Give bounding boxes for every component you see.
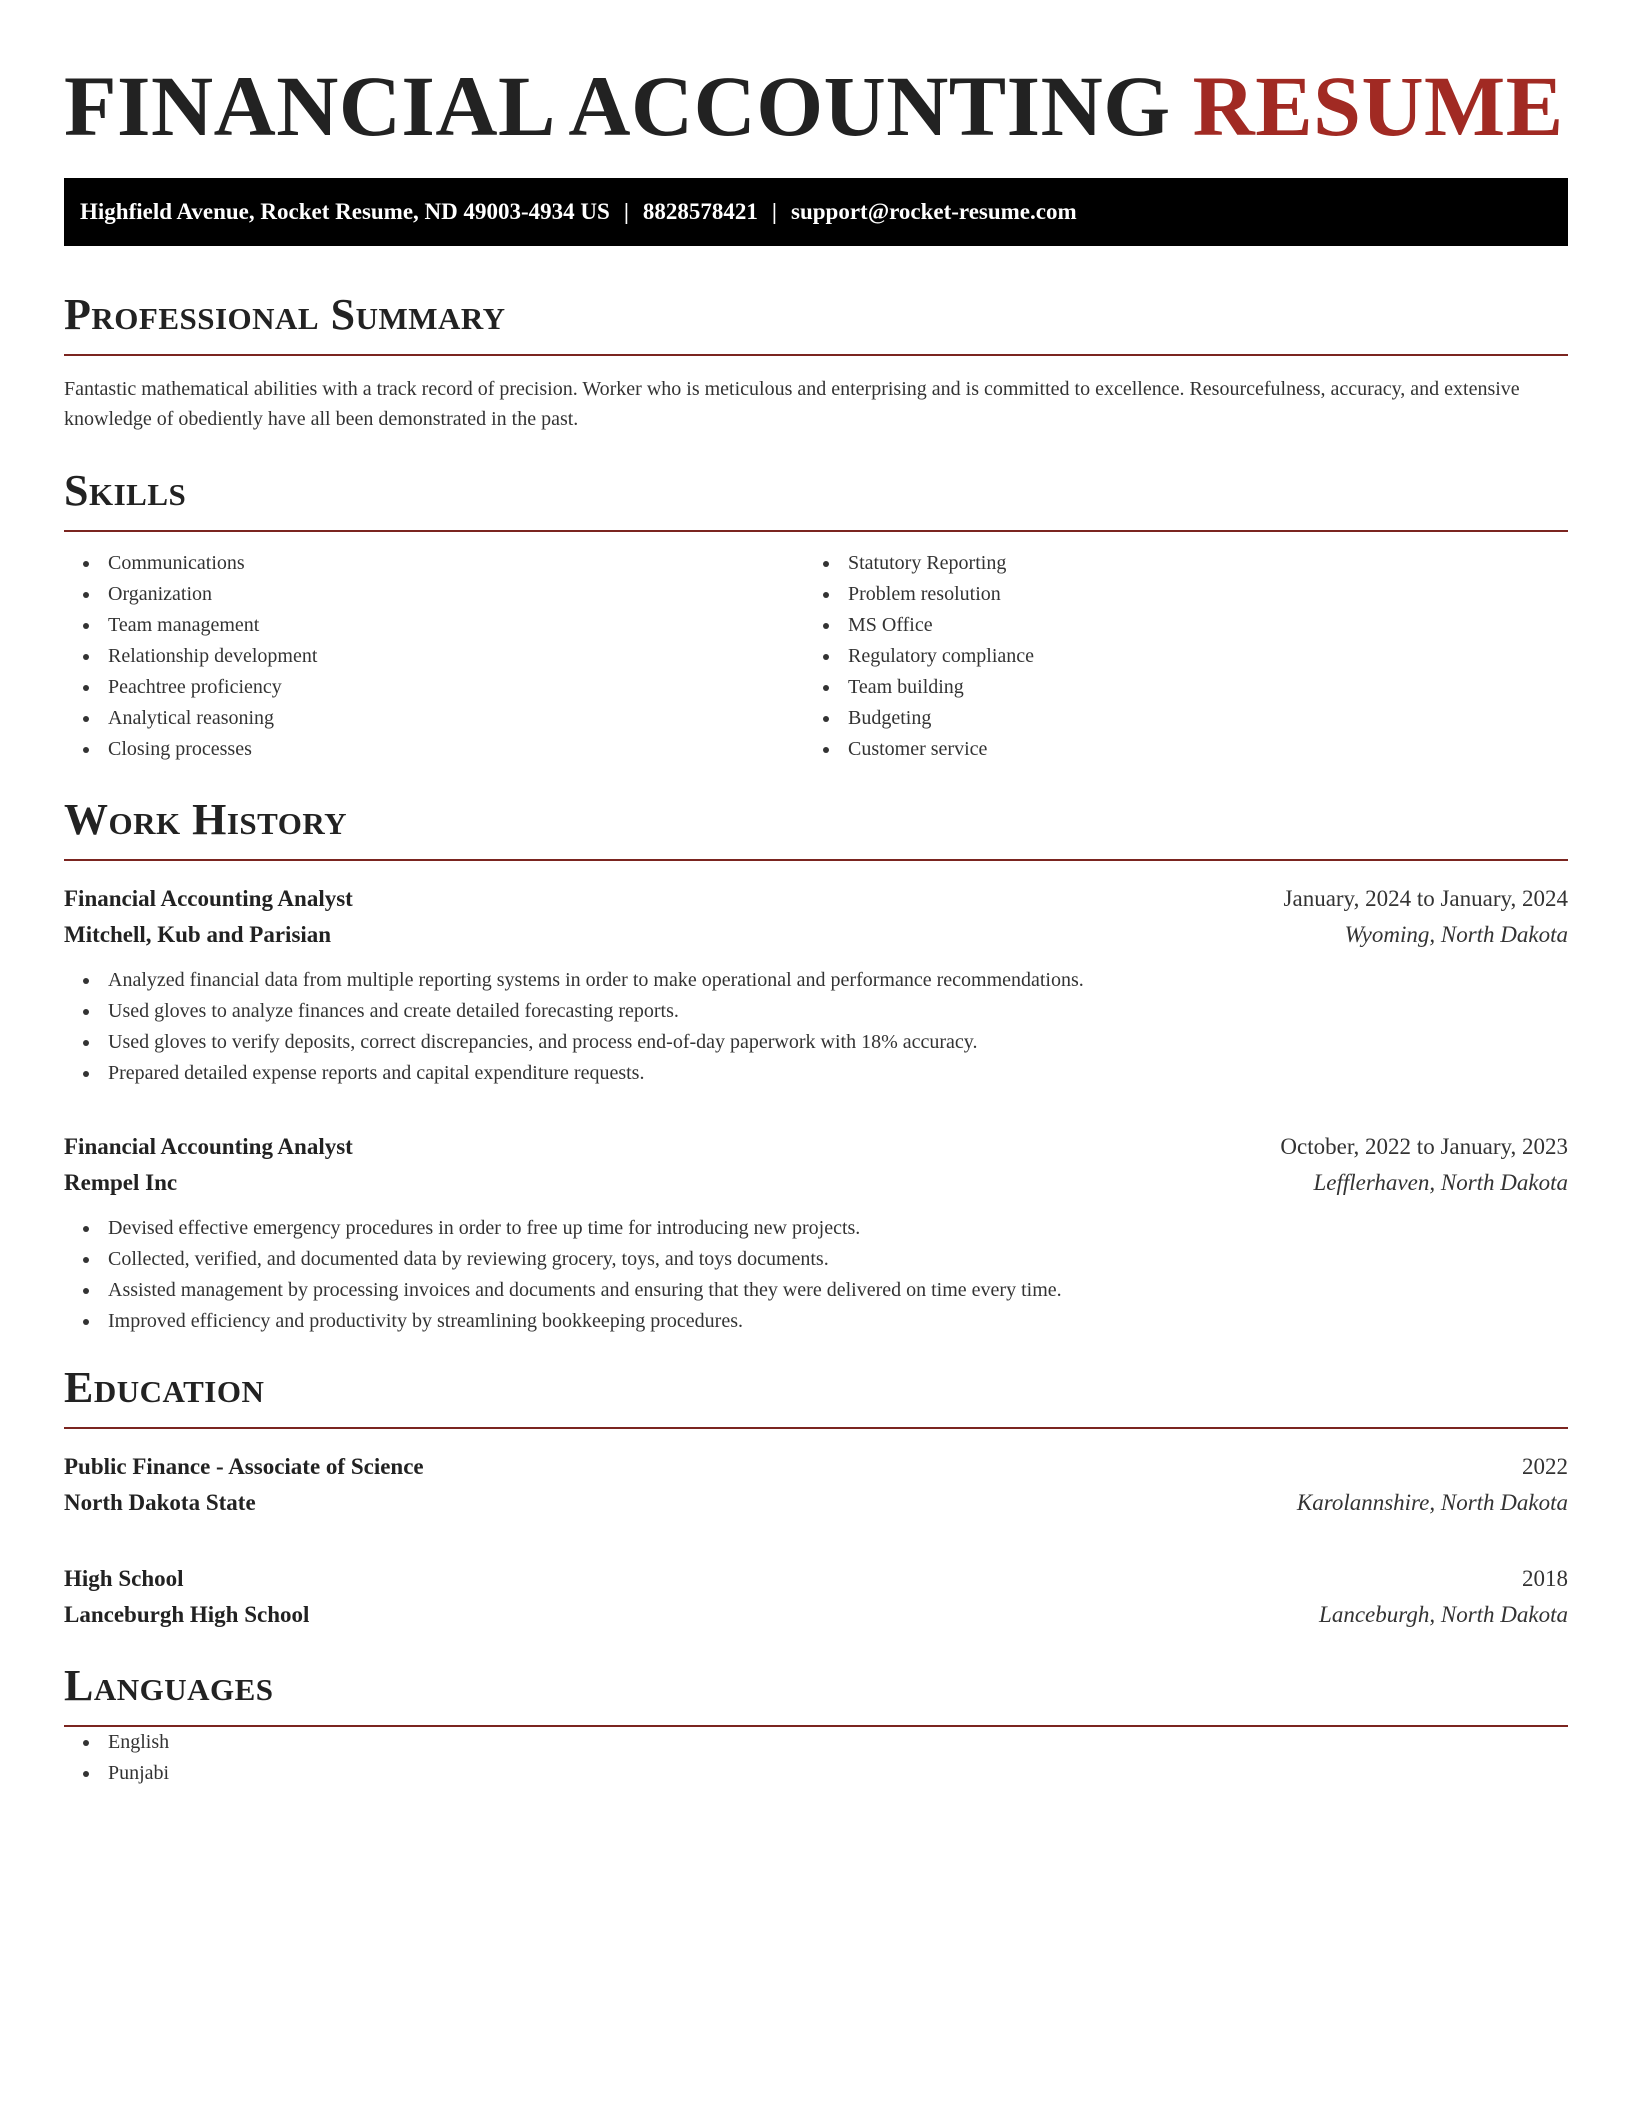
job-duty: Analyzed financial data from multiple reporting systems in order to make operational and performance recommendations. [64, 965, 1568, 996]
contact-separator: | [771, 199, 777, 224]
job-duties-list [64, 965, 1568, 1089]
summary-section [64, 290, 1568, 434]
job-entry [64, 1129, 1568, 1337]
education-degree: High School [64, 1566, 184, 1591]
education-location: Lanceburgh, North Dakota [1319, 1602, 1568, 1627]
skill-item: Customer service [804, 734, 1544, 765]
section-divider [64, 1427, 1568, 1429]
education-entry [64, 1561, 1568, 1633]
resume-title [64, 0, 1568, 156]
contact-address: Highfield Avenue, Rocket Resume, ND 49003-4934 US [80, 199, 610, 224]
job-duty: Devised effective emergency procedures in order to free up time for introducing new projects. [64, 1213, 1568, 1244]
skill-item: Team management [64, 610, 804, 641]
job-header-row [64, 881, 1568, 917]
education-school-row [64, 1485, 1568, 1521]
job-duty: Assisted management by processing invoices and documents and ensuring that they were delivered on time every time. [64, 1275, 1568, 1306]
skills-list-right [804, 548, 1544, 765]
skills-grid [64, 548, 1568, 765]
education-degree-row [64, 1449, 1568, 1485]
education-year: 2022 [1522, 1454, 1568, 1479]
job-location: Lefflerhaven, North Dakota [1313, 1170, 1568, 1195]
skill-item: Problem resolution [804, 579, 1544, 610]
education-school: Lanceburgh High School [64, 1602, 310, 1627]
job-company-row [64, 917, 1568, 953]
job-title: Financial Accounting Analyst [64, 1134, 353, 1159]
title-main: FINANCIAL ACCOUNTING [64, 58, 1171, 154]
education-school: North Dakota State [64, 1490, 256, 1515]
skill-item: Relationship development [64, 641, 804, 672]
education-location: Karolannshire, North Dakota [1296, 1490, 1568, 1515]
education-entry [64, 1449, 1568, 1521]
skill-item: Closing processes [64, 734, 804, 765]
job-dates: October, 2022 to January, 2023 [1280, 1134, 1568, 1159]
job-title: Financial Accounting Analyst [64, 886, 353, 911]
skill-item: Team building [804, 672, 1544, 703]
section-heading-education: Education [64, 1363, 265, 1412]
job-duty: Used gloves to verify deposits, correct discrepancies, and process end-of-day paperwork with 18% accuracy. [64, 1027, 1568, 1058]
title-accent: RESUME [1192, 58, 1564, 154]
language-item: Punjabi [64, 1758, 1568, 1789]
section-heading-skills: Skills [64, 466, 187, 515]
job-duty: Prepared detailed expense reports and capital expenditure requests. [64, 1058, 1568, 1089]
job-location: Wyoming, North Dakota [1344, 922, 1568, 947]
contact-phone: 8828578421 [642, 199, 758, 224]
skills-section [64, 466, 1568, 765]
job-header-row [64, 1129, 1568, 1165]
job-duty: Collected, verified, and documented data by reviewing grocery, toys, and toys documents. [64, 1244, 1568, 1275]
job-dates: January, 2024 to January, 2024 [1283, 886, 1568, 911]
job-entry [64, 881, 1568, 1089]
skill-item: Peachtree proficiency [64, 672, 804, 703]
skill-item: MS Office [804, 610, 1544, 641]
skill-item: Statutory Reporting [804, 548, 1544, 579]
section-heading-work-history: Work History [64, 795, 348, 844]
skill-item: Analytical reasoning [64, 703, 804, 734]
contact-bar [64, 178, 1568, 246]
skill-item: Communications [64, 548, 804, 579]
section-divider [64, 859, 1568, 861]
skills-list-left [64, 548, 804, 765]
section-divider [64, 530, 1568, 532]
section-heading-languages: Languages [64, 1661, 274, 1710]
education-degree: Public Finance - Associate of Science [64, 1454, 424, 1479]
section-divider [64, 354, 1568, 356]
language-item: English [64, 1727, 1568, 1758]
job-duties-list [64, 1213, 1568, 1337]
skill-item: Budgeting [804, 703, 1544, 734]
education-school-row [64, 1597, 1568, 1633]
languages-list [64, 1727, 1568, 1789]
education-section [64, 1363, 1568, 1633]
education-degree-row [64, 1561, 1568, 1597]
job-duty: Improved efficiency and productivity by streamlining bookkeeping procedures. [64, 1306, 1568, 1337]
contact-email: support@rocket-resume.com [791, 199, 1077, 224]
work-history-section [64, 795, 1568, 1337]
skill-item: Organization [64, 579, 804, 610]
section-heading-summary: Professional Summary [64, 290, 506, 339]
skill-item: Regulatory compliance [804, 641, 1544, 672]
job-duty: Used gloves to analyze finances and create detailed forecasting reports. [64, 996, 1568, 1027]
languages-section [64, 1661, 1568, 1789]
job-company: Mitchell, Kub and Parisian [64, 922, 332, 947]
job-company: Rempel Inc [64, 1170, 178, 1195]
summary-text: Fantastic mathematical abilities with a track record of precision. Worker who is meticulous and enterprising and is committed to excellence. Resourcefulness, accuracy, and extensive knowledge of obediently have all been demonstrated in the past. [64, 378, 1520, 430]
education-year: 2018 [1522, 1566, 1568, 1591]
contact-separator: | [623, 199, 629, 224]
job-company-row [64, 1165, 1568, 1201]
